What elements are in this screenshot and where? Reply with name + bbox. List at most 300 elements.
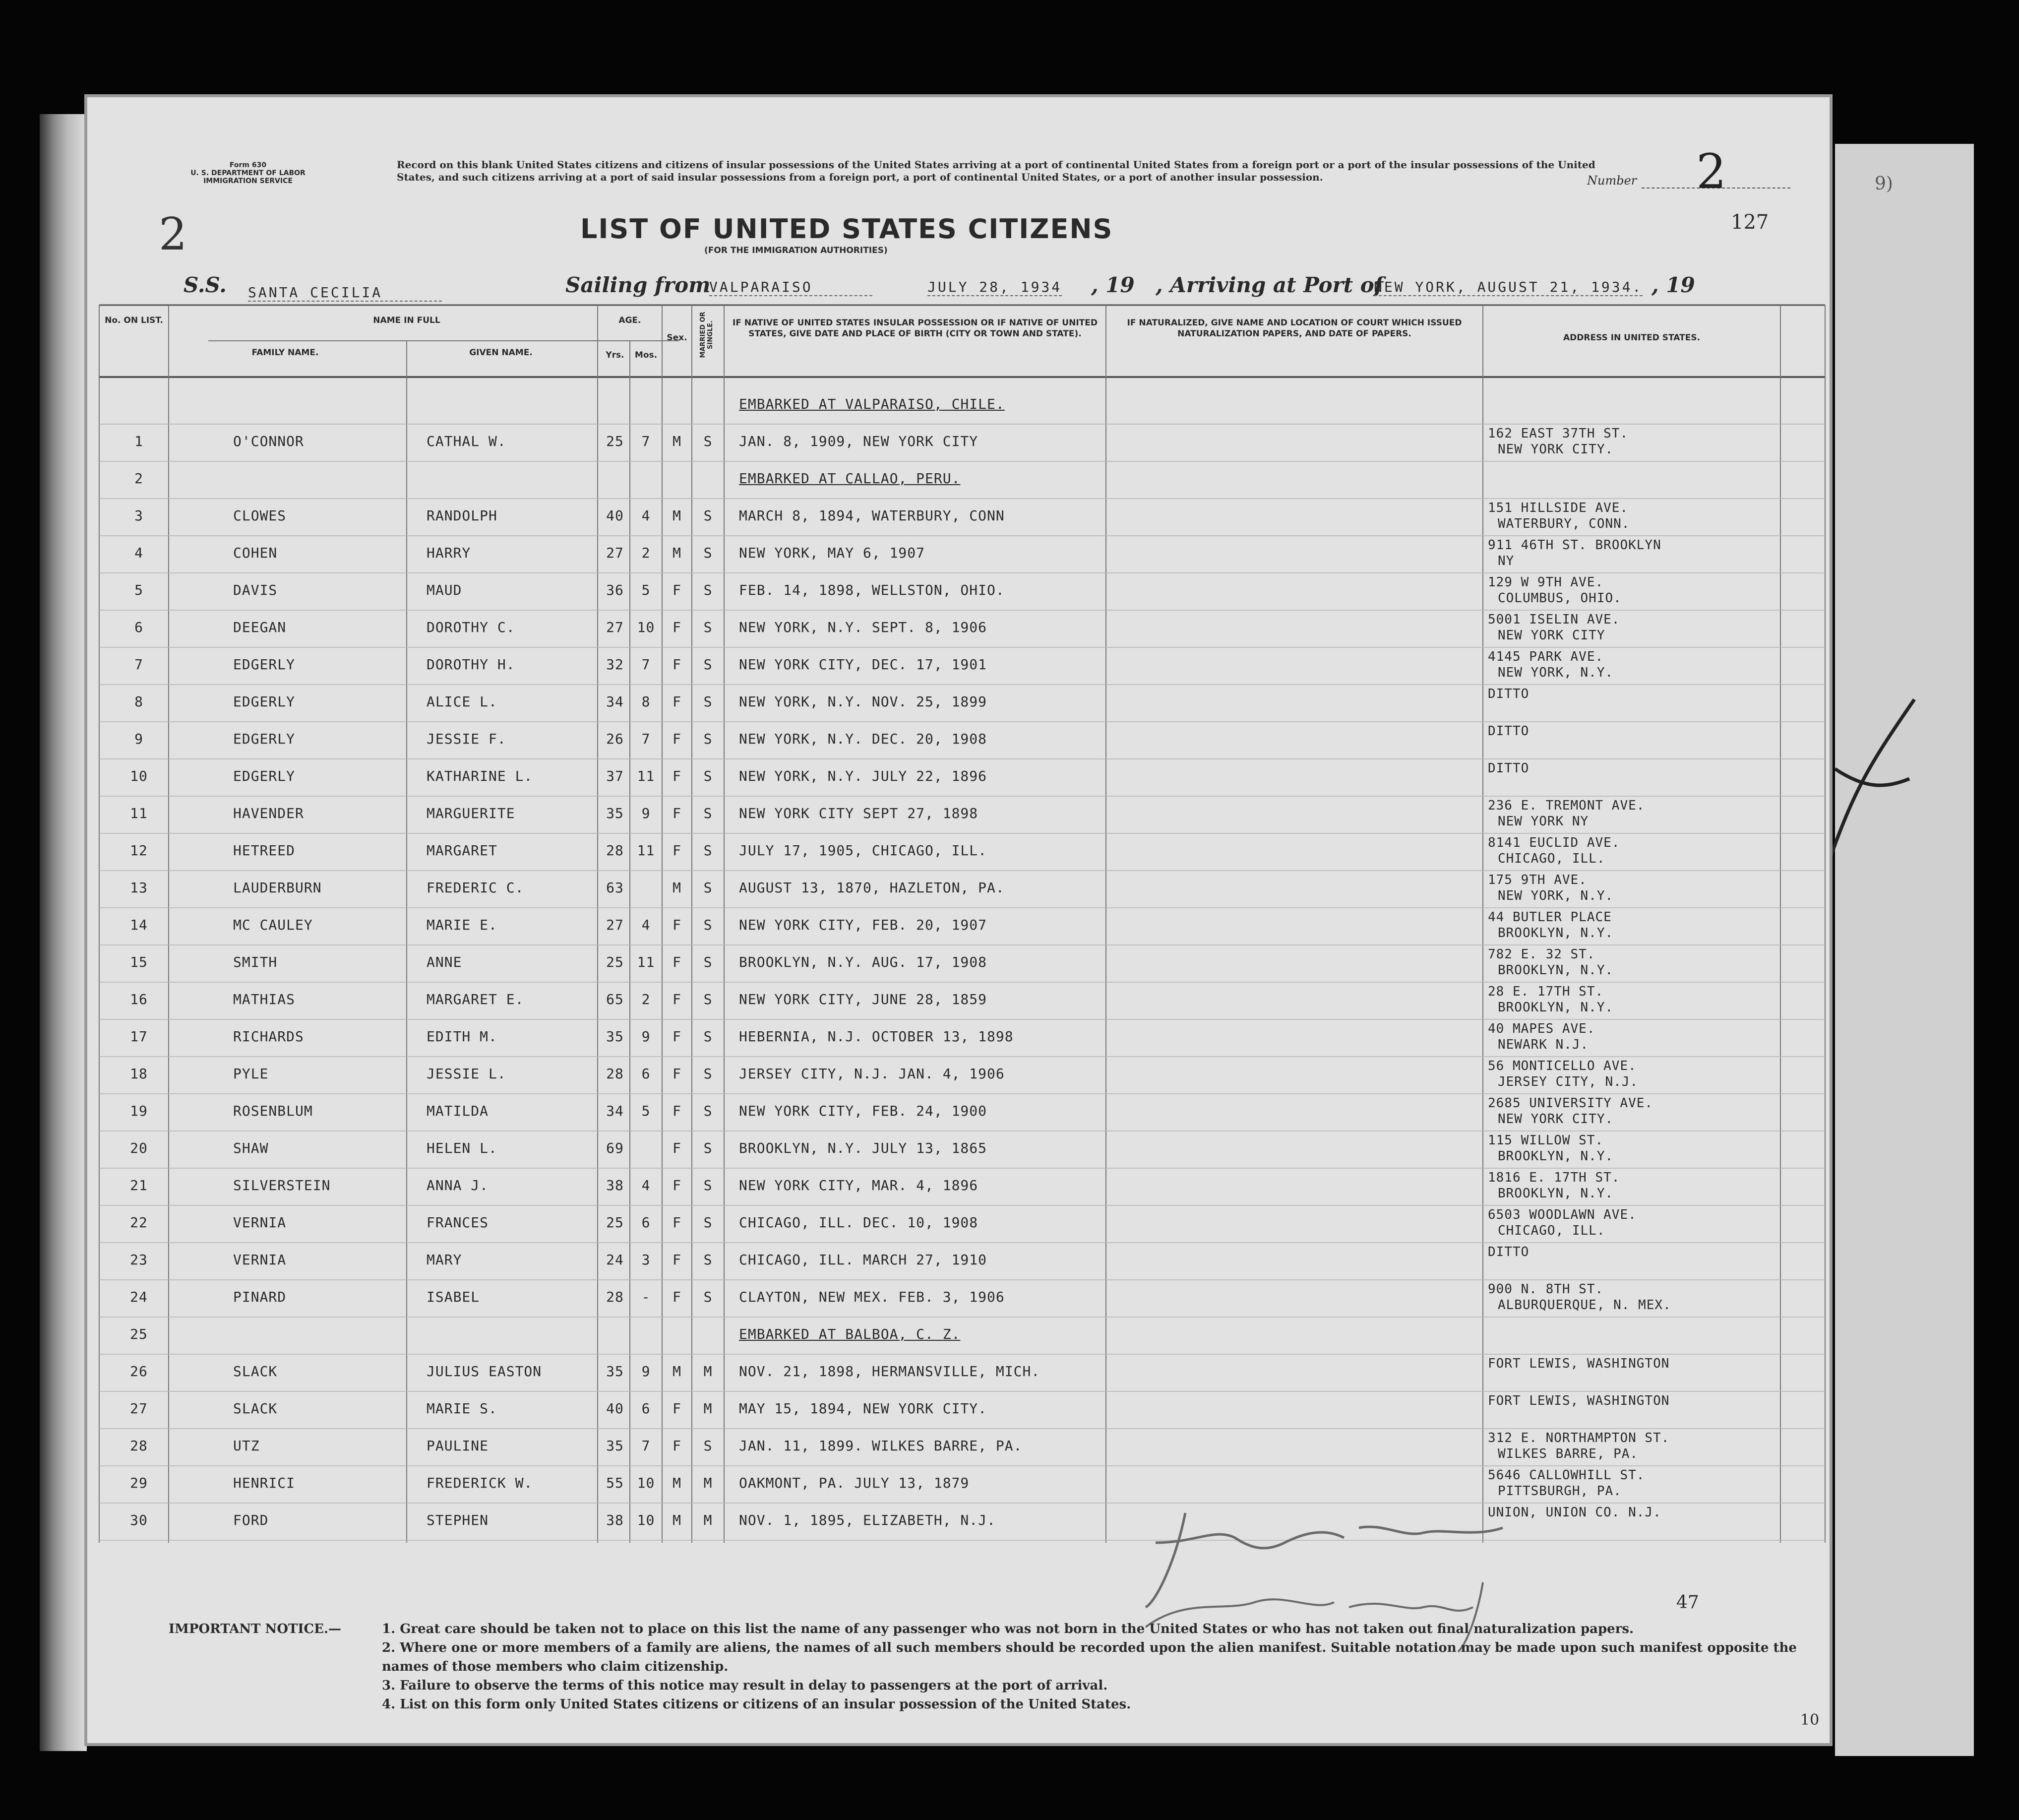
cell-address-line1: 2685 UNIVERSITY AVE. bbox=[1488, 1096, 1653, 1111]
col-header-family: FAMILY NAME. bbox=[251, 348, 319, 358]
cell-address-line2: NEW YORK NY bbox=[1498, 814, 1589, 829]
cell-mos: 4 bbox=[641, 507, 651, 524]
cell-birth: NEW YORK, MAY 6, 1907 bbox=[739, 545, 925, 561]
cell-sex: M bbox=[673, 1475, 681, 1491]
cell-address-line1: 151 HILLSIDE AVE. bbox=[1488, 501, 1629, 515]
arriving-port-value: NEW YORK, AUGUST 21, 1934. bbox=[1374, 279, 1643, 295]
cell-given: HARRY bbox=[427, 545, 471, 561]
cell-address-line1: 115 WILLOW ST. bbox=[1488, 1133, 1604, 1148]
cell-family: DEEGAN bbox=[233, 619, 287, 635]
cell-sex: F bbox=[673, 954, 681, 970]
cell-given: ISABEL bbox=[427, 1289, 480, 1305]
cell-mos: 4 bbox=[641, 1177, 651, 1193]
cell-given: EDITH M. bbox=[427, 1028, 497, 1045]
cell-birth: AUGUST 13, 1870, HAZLETON, PA. bbox=[739, 879, 1005, 896]
cell-family: SILVERSTEIN bbox=[233, 1177, 331, 1193]
cell-mos: 11 bbox=[637, 768, 655, 784]
cell-mos: 7 bbox=[641, 1438, 651, 1454]
cell-given: MAUD bbox=[427, 582, 462, 598]
cell-address-line2: CHICAGO, ILL. bbox=[1498, 1223, 1605, 1238]
cell-family: ROSENBLUM bbox=[233, 1103, 313, 1119]
cell-address-line2: NEW YORK CITY. bbox=[1498, 442, 1614, 457]
cell-address-line1: 900 N. 8TH ST. bbox=[1488, 1282, 1604, 1297]
cell-given: JESSIE F. bbox=[427, 731, 506, 747]
cell-mos: 10 bbox=[637, 619, 655, 635]
cell-ms: S bbox=[703, 1214, 713, 1231]
cell-yrs: 38 bbox=[606, 1177, 624, 1193]
cell-sex: M bbox=[673, 545, 681, 561]
cell-address-line2: NEW YORK, N.Y. bbox=[1498, 665, 1614, 680]
cell-address-line1: FORT LEWIS, WASHINGTON bbox=[1488, 1356, 1670, 1371]
cell-yrs: 37 bbox=[606, 768, 624, 784]
cell-family: PYLE bbox=[233, 1066, 269, 1082]
cell-mos: 7 bbox=[641, 731, 651, 747]
cell-birth: NEW YORK, N.Y. DEC. 20, 1908 bbox=[739, 731, 987, 747]
cell-given: DOROTHY C. bbox=[427, 619, 515, 635]
cell-address-line1: DITTO bbox=[1488, 761, 1530, 776]
cell-family: DAVIS bbox=[233, 582, 278, 598]
cell-birth: NEW YORK, N.Y. NOV. 25, 1899 bbox=[739, 693, 987, 710]
cell-sex: F bbox=[673, 805, 681, 821]
cell-given: MARGARET E. bbox=[427, 991, 524, 1007]
cell-mos: 2 bbox=[641, 545, 651, 561]
cell-address-line2: JERSEY CITY, N.J. bbox=[1498, 1074, 1639, 1089]
cell-family: FORD bbox=[233, 1512, 269, 1528]
col-header-sex: Sex. bbox=[667, 333, 687, 343]
adjacent-page-number: 9) bbox=[1875, 174, 1893, 194]
cell-sex: F bbox=[673, 842, 681, 859]
cell-birth: NEW YORK CITY, FEB. 20, 1907 bbox=[739, 917, 987, 933]
cell-yrs: 69 bbox=[606, 1140, 624, 1156]
number-label: Number bbox=[1587, 174, 1637, 188]
cell-ms: S bbox=[703, 1252, 713, 1268]
cell-sex: F bbox=[673, 768, 681, 784]
cell-address-line2: COLUMBUS, OHIO. bbox=[1498, 591, 1622, 606]
notice-item-3: 3. Failure to observe the terms of this notice may result in delay to passengers at the port of arrival. bbox=[382, 1678, 1108, 1693]
cell-no: 21 bbox=[130, 1177, 148, 1193]
cell-yrs: 35 bbox=[606, 1438, 624, 1454]
cell-sex: F bbox=[673, 1214, 681, 1231]
cell-mos: 9 bbox=[641, 1363, 651, 1380]
department: U. S. DEPARTMENT OF LABOR bbox=[190, 169, 306, 177]
cell-address-line1: 129 W 9TH AVE. bbox=[1488, 575, 1604, 590]
cell-given: ANNA J. bbox=[427, 1177, 489, 1193]
cell-sex: F bbox=[673, 991, 681, 1007]
cell-mos: 6 bbox=[641, 1214, 651, 1231]
cell-ms: S bbox=[703, 842, 713, 859]
cell-family: HETREED bbox=[233, 842, 296, 859]
cell-mos: 4 bbox=[641, 917, 651, 933]
cell-mos: 7 bbox=[641, 433, 651, 449]
cell-birth: NOV. 21, 1898, HERMANSVILLE, MICH. bbox=[739, 1363, 1040, 1380]
cell-no: 1 bbox=[134, 433, 143, 449]
cell-sex: F bbox=[673, 1289, 681, 1305]
cell-sex: F bbox=[673, 1066, 681, 1082]
cell-ms: S bbox=[703, 917, 713, 933]
cell-family: MATHIAS bbox=[233, 991, 296, 1007]
service: IMMIGRATION SERVICE bbox=[203, 177, 293, 185]
cell-birth: NEW YORK, N.Y. SEPT. 8, 1906 bbox=[739, 619, 987, 635]
cell-sex: F bbox=[673, 1252, 681, 1268]
cell-address-line1: 162 EAST 37TH ST. bbox=[1488, 426, 1629, 441]
cell-yrs: 34 bbox=[606, 1103, 624, 1119]
cell-mos: 3 bbox=[641, 1252, 651, 1268]
cell-yrs: 36 bbox=[606, 582, 624, 598]
cell-sex: F bbox=[673, 1103, 681, 1119]
cell-mos: 7 bbox=[641, 656, 651, 673]
cell-family: COHEN bbox=[233, 545, 278, 561]
cell-address-line1: 175 9TH AVE. bbox=[1488, 873, 1587, 887]
cell-family: PINARD bbox=[233, 1289, 287, 1305]
cell-yrs: 27 bbox=[606, 545, 624, 561]
cell-no: 6 bbox=[134, 619, 143, 635]
cell-address-line2: NEW YORK, N.Y. bbox=[1498, 888, 1614, 903]
cell-address-line2: NEW YORK CITY. bbox=[1498, 1112, 1614, 1127]
cell-family: O'CONNOR bbox=[233, 433, 304, 449]
cell-sex: M bbox=[673, 879, 681, 896]
handwritten-mark: 2 bbox=[159, 208, 187, 260]
cell-given: HELEN L. bbox=[427, 1140, 497, 1156]
cell-no: 11 bbox=[130, 805, 148, 821]
cell-address-line1: UNION, UNION CO. N.J. bbox=[1488, 1505, 1661, 1520]
cell-family: CLOWES bbox=[233, 507, 287, 524]
cell-ms: S bbox=[703, 656, 713, 673]
cell-address-line1: DITTO bbox=[1488, 687, 1530, 701]
cell-mos: - bbox=[641, 1289, 651, 1305]
cell-sex: F bbox=[673, 582, 681, 598]
cell-ms: S bbox=[703, 1289, 713, 1305]
cell-mos: 9 bbox=[641, 1028, 651, 1045]
cell-given: MATILDA bbox=[427, 1103, 489, 1119]
cell-mos: 11 bbox=[637, 842, 655, 859]
cell-family: EDGERLY bbox=[233, 656, 296, 673]
cell-yrs: 25 bbox=[606, 954, 624, 970]
notice-item-2: 2. Where one or more members of a family are aliens, the names of all such members should be recorded upon the alien manifest. Suitable notation may be made upon such manifest opposite the names of those members who claim citizenship. bbox=[382, 1640, 1797, 1674]
cell-yrs: 40 bbox=[606, 1400, 624, 1417]
cell-yrs: 27 bbox=[606, 619, 624, 635]
cell-no: 26 bbox=[130, 1363, 148, 1380]
ship-name-value: SANTA CECILIA bbox=[248, 284, 442, 302]
manifest-sheet bbox=[84, 94, 1833, 1746]
sailing-date-value: JULY 28, 1934 bbox=[927, 279, 1062, 295]
cell-family: VERNIA bbox=[233, 1252, 287, 1268]
cell-address-line2: CHICAGO, ILL. bbox=[1498, 851, 1605, 866]
cell-yrs: 63 bbox=[606, 879, 624, 896]
cell-birth: FEB. 14, 1898, WELLSTON, OHIO. bbox=[739, 582, 1005, 598]
cell-address-line1: 5001 ISELIN AVE. bbox=[1488, 612, 1620, 627]
cell-ms: S bbox=[703, 805, 713, 821]
cell-ms: S bbox=[703, 619, 713, 635]
cell-no: 28 bbox=[130, 1438, 148, 1454]
cell-given: FREDERIC C. bbox=[427, 879, 524, 896]
cell-ms: S bbox=[703, 1028, 713, 1045]
check-mark bbox=[1825, 640, 1924, 868]
cell-birth: NEW YORK CITY, MAR. 4, 1896 bbox=[739, 1177, 979, 1193]
page-number: 127 bbox=[1731, 211, 1769, 234]
cell-ms: S bbox=[703, 954, 713, 970]
cell-yrs: 27 bbox=[606, 917, 624, 933]
cell-given: ALICE L. bbox=[427, 693, 497, 710]
cell-yrs: 40 bbox=[606, 507, 624, 524]
cell-address-line2: WATERBURY, CONN. bbox=[1498, 516, 1630, 531]
cell-given: KATHARINE L. bbox=[427, 768, 533, 784]
cell-given: MARGARET bbox=[427, 842, 497, 859]
cell-sex: M bbox=[673, 1363, 681, 1380]
cell-address-line1: 5646 CALLOWHILL ST. bbox=[1488, 1468, 1645, 1483]
cell-given: MARGUERITE bbox=[427, 805, 515, 821]
cell-family: SHAW bbox=[233, 1140, 269, 1156]
folio-number: 47 bbox=[1676, 1592, 1699, 1613]
cell-no: 14 bbox=[130, 917, 148, 933]
cell-mos: 2 bbox=[641, 991, 651, 1007]
cell-birth: NEW YORK CITY, JUNE 28, 1859 bbox=[739, 991, 987, 1007]
cell-mos: 9 bbox=[641, 805, 651, 821]
cell-no: 12 bbox=[130, 842, 148, 859]
cell-sex: F bbox=[673, 1028, 681, 1045]
cell-birth: OAKMONT, PA. JULY 13, 1879 bbox=[739, 1475, 970, 1491]
cell-no: 22 bbox=[130, 1214, 148, 1231]
cell-sex: M bbox=[673, 507, 681, 524]
arriving-label: , Arriving at Port of bbox=[1156, 273, 1383, 297]
cell-sex: F bbox=[673, 619, 681, 635]
cell-address-line2: WILKES BARRE, PA. bbox=[1498, 1446, 1639, 1461]
cell-ms: S bbox=[703, 1140, 713, 1156]
cell-no: 4 bbox=[134, 545, 143, 561]
intro-text: Record on this blank United States citizens and citizens of insular possessions of the United States arriving at a port of continental United States from a foreign port or a port of the insular possessions of the United States, and such citizens arriving at a port of said insular possessions from a foreign port, a port of continental United States, or a port of another insular possession. bbox=[397, 159, 1595, 183]
cell-sex: F bbox=[673, 917, 681, 933]
col-header-given: GIVEN NAME. bbox=[469, 348, 533, 358]
cell-yrs: 28 bbox=[606, 1066, 624, 1082]
cell-address-line1: DITTO bbox=[1488, 1245, 1530, 1259]
cell-no: 3 bbox=[134, 507, 143, 524]
cell-no: 13 bbox=[130, 879, 148, 896]
cell-address-line1: 911 46TH ST. BROOKLYN bbox=[1488, 538, 1661, 553]
cell-address-line1: 56 MONTICELLO AVE. bbox=[1488, 1059, 1637, 1073]
list-number: 2 bbox=[1696, 144, 1727, 199]
cell-given: ANNE bbox=[427, 954, 462, 970]
cell-ms: S bbox=[703, 991, 713, 1007]
cell-family: EDGERLY bbox=[233, 693, 296, 710]
cell-family: MC CAULEY bbox=[233, 917, 313, 933]
cell-yrs: 34 bbox=[606, 693, 624, 710]
cell-yrs: 26 bbox=[606, 731, 624, 747]
cell-birth: CHICAGO, ILL. DEC. 10, 1908 bbox=[739, 1214, 979, 1231]
cell-sex: M bbox=[673, 1512, 681, 1528]
cell-ms: S bbox=[703, 768, 713, 784]
cell-ms: S bbox=[703, 879, 713, 896]
cell-birth: BROOKLYN, N.Y. AUG. 17, 1908 bbox=[739, 954, 987, 970]
cell-address-line2: BROOKLYN, N.Y. bbox=[1498, 1000, 1614, 1015]
cell-no: 20 bbox=[130, 1140, 148, 1156]
cell-no: 2 bbox=[134, 470, 143, 487]
form-number: Form 630 bbox=[229, 161, 267, 169]
cell-yrs: 32 bbox=[606, 656, 624, 673]
cell-family: EDGERLY bbox=[233, 768, 296, 784]
cell-given: FRANCES bbox=[427, 1214, 489, 1231]
cell-address-line2: ALBURQUERQUE, N. MEX. bbox=[1498, 1298, 1671, 1313]
col-header-no: No. ON LIST. bbox=[105, 315, 163, 325]
cell-address-line1: 4145 PARK AVE. bbox=[1488, 649, 1604, 664]
cell-yrs: 24 bbox=[606, 1252, 624, 1268]
cell-address-line1: FORT LEWIS, WASHINGTON bbox=[1488, 1393, 1670, 1408]
cell-no: 9 bbox=[134, 731, 143, 747]
cell-no: 23 bbox=[130, 1252, 148, 1268]
cell-birth: EMBARKED AT CALLAO, PERU. bbox=[739, 470, 961, 487]
cell-given: MARY bbox=[427, 1252, 462, 1268]
cell-mos: 8 bbox=[641, 693, 651, 710]
cell-yrs: 38 bbox=[606, 1512, 624, 1528]
cell-birth: MAY 15, 1894, NEW YORK CITY. bbox=[739, 1400, 987, 1417]
cell-family: UTZ bbox=[233, 1438, 260, 1454]
page-subtitle: (FOR THE IMMIGRATION AUTHORITIES) bbox=[704, 246, 888, 255]
cell-given: MARIE E. bbox=[427, 917, 497, 933]
cell-no: 29 bbox=[130, 1475, 148, 1491]
cell-sex: M bbox=[673, 433, 681, 449]
cell-ms: M bbox=[703, 1363, 713, 1380]
cell-address-line1: 236 E. TREMONT AVE. bbox=[1488, 798, 1645, 813]
cell-yrs: 35 bbox=[606, 1028, 624, 1045]
cell-no: 27 bbox=[130, 1400, 148, 1417]
cell-address-line1: 40 MAPES AVE. bbox=[1488, 1021, 1595, 1036]
cell-sex: F bbox=[673, 1140, 681, 1156]
cell-birth: JERSEY CITY, N.J. JAN. 4, 1906 bbox=[739, 1066, 1005, 1082]
cell-sex: F bbox=[673, 1438, 681, 1454]
cell-sex: F bbox=[673, 1400, 681, 1417]
cell-address-line1: 1816 E. 17TH ST. bbox=[1488, 1170, 1620, 1185]
col-header-naturalized: IF NATURALIZED, GIVE NAME AND LOCATION OF COURT WHICH ISSUED NATURALIZATION PAPERS, AND DATE OF PAPERS. bbox=[1127, 318, 1462, 339]
cell-birth: CLAYTON, NEW MEX. FEB. 3, 1906 bbox=[739, 1289, 1005, 1305]
cell-sex: F bbox=[673, 693, 681, 710]
cell-mos: 6 bbox=[641, 1066, 651, 1082]
cell-no: 5 bbox=[134, 582, 143, 598]
cell-address-line2: BROOKLYN, N.Y. bbox=[1498, 926, 1614, 941]
cell-family: RICHARDS bbox=[233, 1028, 304, 1045]
cell-address-line1: 782 E. 32 ST. bbox=[1488, 947, 1595, 962]
cell-address-line1: 312 E. NORTHAMPTON ST. bbox=[1488, 1431, 1670, 1445]
cell-yrs: 65 bbox=[606, 991, 624, 1007]
cell-given: RANDOLPH bbox=[427, 507, 497, 524]
cell-address-line1: 28 E. 17TH ST. bbox=[1488, 984, 1604, 999]
cell-birth: NOV. 1, 1895, ELIZABETH, N.J. bbox=[739, 1512, 996, 1528]
year-label-2: , 19 bbox=[1652, 273, 1695, 297]
cell-family: SMITH bbox=[233, 954, 278, 970]
cell-no: 25 bbox=[130, 1326, 148, 1342]
cell-family: HAVENDER bbox=[233, 805, 304, 821]
cell-given: JESSIE L. bbox=[427, 1066, 506, 1082]
cell-birth: NEW YORK, N.Y. JULY 22, 1896 bbox=[739, 768, 987, 784]
cell-mos: 5 bbox=[641, 1103, 651, 1119]
cell-ms: S bbox=[703, 433, 713, 449]
cell-address-line1: 8141 EUCLID AVE. bbox=[1488, 835, 1620, 850]
col-header-address: ADDRESS IN UNITED STATES. bbox=[1563, 333, 1701, 343]
cell-family: VERNIA bbox=[233, 1214, 287, 1231]
cell-birth: BROOKLYN, N.Y. JULY 13, 1865 bbox=[739, 1140, 987, 1156]
cell-birth: JAN. 11, 1899. WILKES BARRE, PA. bbox=[739, 1438, 1023, 1454]
cell-address-line2: NY bbox=[1498, 554, 1515, 568]
year-label-1: , 19 bbox=[1091, 273, 1135, 297]
cell-no: 30 bbox=[130, 1512, 148, 1528]
notice-item-4: 4. List on this form only United States citizens or citizens of an insular possession of the United States. bbox=[382, 1697, 1131, 1712]
cell-address-line2: BROOKLYN, N.Y. bbox=[1498, 963, 1614, 978]
cell-ms: M bbox=[703, 1512, 713, 1528]
cell-mos: 6 bbox=[641, 1400, 651, 1417]
binding-edge bbox=[40, 114, 87, 1751]
cell-address-line2: BROOKLYN, N.Y. bbox=[1498, 1149, 1614, 1164]
col-header-married: MARRIED OR SINGLE. bbox=[699, 312, 714, 358]
cell-address-line2: NEWARK N.J. bbox=[1498, 1037, 1589, 1052]
cell-given: CATHAL W. bbox=[427, 433, 506, 449]
cell-no: 7 bbox=[134, 656, 143, 673]
cell-given: DOROTHY H. bbox=[427, 656, 515, 673]
cell-mos: 11 bbox=[637, 954, 655, 970]
cell-ms: S bbox=[703, 545, 713, 561]
cell-ms: S bbox=[703, 731, 713, 747]
corner-number: 10 bbox=[1800, 1711, 1820, 1729]
cell-yrs: 25 bbox=[606, 433, 624, 449]
page-title: LIST OF UNITED STATES CITIZENS bbox=[580, 213, 1113, 245]
notice-heading: IMPORTANT NOTICE.— bbox=[169, 1622, 342, 1636]
cell-birth: MARCH 8, 1894, WATERBURY, CONN bbox=[739, 507, 1005, 524]
cell-address-line1: 44 BUTLER PLACE bbox=[1488, 910, 1612, 925]
cell-birth: JULY 17, 1905, CHICAGO, ILL. bbox=[739, 842, 987, 859]
cell-ms: S bbox=[703, 507, 713, 524]
cell-address-line2: NEW YORK CITY bbox=[1498, 628, 1605, 643]
sailing-from-value: VALPARAISO bbox=[709, 279, 872, 296]
cell-address-line1: DITTO bbox=[1488, 724, 1530, 739]
col-header-age: AGE. bbox=[618, 315, 641, 325]
sailing-label: Sailing from bbox=[565, 273, 711, 297]
cell-no: 24 bbox=[130, 1289, 148, 1305]
cell-sex: F bbox=[673, 731, 681, 747]
cell-given: JULIUS EASTON bbox=[427, 1363, 542, 1380]
cell-family: SLACK bbox=[233, 1363, 278, 1380]
cell-birth: NEW YORK CITY, FEB. 24, 1900 bbox=[739, 1103, 987, 1119]
cell-given: MARIE S. bbox=[427, 1400, 497, 1417]
col-header-yrs: Yrs. bbox=[606, 350, 624, 360]
cell-birth: NEW YORK CITY, DEC. 17, 1901 bbox=[739, 656, 987, 673]
cell-ms: S bbox=[703, 1066, 713, 1082]
col-header-name-full: NAME IN FULL bbox=[373, 315, 440, 325]
cell-no: 17 bbox=[130, 1028, 148, 1045]
cell-yrs: 35 bbox=[606, 805, 624, 821]
col-header-native: IF NATIVE OF UNITED STATES INSULAR POSSESSION OR IF NATIVE OF UNITED STATES, GIVE DATE AND PLACE OF BIRTH (CITY OR TOWN AND STATE). bbox=[733, 318, 1098, 339]
cell-ms: S bbox=[703, 1177, 713, 1193]
cell-sex: F bbox=[673, 656, 681, 673]
cell-yrs: 28 bbox=[606, 1289, 624, 1305]
cell-birth: JAN. 8, 1909, NEW YORK CITY bbox=[739, 433, 979, 449]
cell-ms: S bbox=[703, 693, 713, 710]
cell-address-line2: BROOKLYN, N.Y. bbox=[1498, 1186, 1614, 1201]
cell-ms: S bbox=[703, 1103, 713, 1119]
cell-ms: M bbox=[703, 1475, 713, 1491]
cell-family: EDGERLY bbox=[233, 731, 296, 747]
cell-address-line2: PITTSBURGH, PA. bbox=[1498, 1484, 1622, 1499]
notice-item-1: 1. Great care should be taken not to place on this list the name of any passenger who was not born in the United States or who has not taken out final naturalization papers. bbox=[382, 1622, 1634, 1636]
ss-label: S.S. bbox=[184, 273, 227, 297]
cell-family: HENRICI bbox=[233, 1475, 296, 1491]
cell-no: 10 bbox=[130, 768, 148, 784]
cell-mos: 10 bbox=[637, 1475, 655, 1491]
cell-birth: CHICAGO, ILL. MARCH 27, 1910 bbox=[739, 1252, 987, 1268]
cell-birth: EMBARKED AT VALPARAISO, CHILE. bbox=[739, 396, 1005, 412]
cell-no: 19 bbox=[130, 1103, 148, 1119]
cell-given: FREDERICK W. bbox=[427, 1475, 533, 1491]
cell-ms: M bbox=[703, 1400, 713, 1417]
cell-yrs: 28 bbox=[606, 842, 624, 859]
cell-birth: EMBARKED AT BALBOA, C. Z. bbox=[739, 1326, 961, 1342]
cell-ms: S bbox=[703, 582, 713, 598]
cell-birth: HEBERNIA, N.J. OCTOBER 13, 1898 bbox=[739, 1028, 1014, 1045]
